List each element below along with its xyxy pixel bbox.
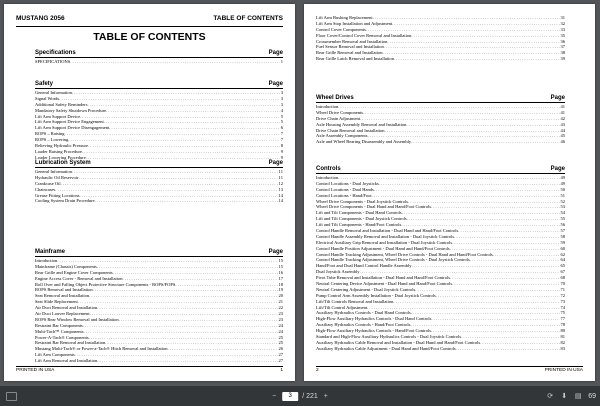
sidebar-toggle-icon[interactable] [6,392,17,401]
toc-leader-dots [70,59,279,65]
toc-entry-text: Control Handle Tracking Adjustment, Wheel Drive Controls - Dual Hand and Hand/Foot Controls [316,251,493,257]
toc-page-column-label: Page [268,160,283,166]
toc-section-title: Lubrication System [35,160,91,166]
toc-section-header [316,165,565,174]
toc-entry-page: 25 [278,340,283,346]
toc-entry-text: Auxiliary Hydraulics Controls - Dual Hand Controls [316,310,411,316]
toc-entry-page: 7 [280,137,283,143]
toc-entry-page: 19 [278,287,283,293]
toc-entry-page: 57 [560,228,565,234]
toc-entry-page: 7 [280,131,283,137]
toc-entry-page: 8 [280,143,283,149]
toc-entry-page: 53 [560,204,565,210]
pdf-page-left [4,4,295,381]
toc-entry-page: 24 [278,328,283,334]
toc-entry[interactable] [35,358,283,364]
toc-entry-page: 4 [280,107,283,113]
toc-section-title: Wheel Drives [316,95,354,101]
toc-entry-page: 26 [278,346,283,352]
toc-section-header [35,248,283,257]
page-number-input[interactable]: 3 [282,392,298,401]
toc-entry-page: 62 [560,251,565,257]
toc-entry-text: Lift/Tilt Control Adjustment [316,304,368,310]
toc-entry-page: 20 [278,293,283,299]
toc-entry-page: 23 [278,316,283,322]
toc-entry-text: Signal Words [35,95,60,101]
toc-entry-text: Pivot Tube Removal and Installation - Dual Hand and Hand/Foot Controls [316,275,450,281]
toc-entry-page: 75 [560,310,565,316]
toc-entry-text: High-Flow Auxiliary Hydraulics Controls - Hand/Foot Controls [316,328,431,334]
toc-entry-page: 32 [560,20,565,26]
toc-entry-page: 60 [560,245,565,251]
toc-entry-page: 13 [278,186,283,192]
toc-entry-page: 70 [560,281,565,287]
toc-entry-text: Air Duct Removal and Installation [35,305,98,311]
toc-entry-page: 52 [560,198,565,204]
toc-continued [316,14,565,62]
toc-page-column-label: Page [550,166,565,172]
toc-entry-text: ROPS – Raising [35,131,65,137]
toc-page-column-label: Page [550,95,565,101]
toc-entry-text: Auxiliary Hydraulics Controls - Hand/Foot Controls [316,322,411,328]
toc-entry-page: 43 [560,121,565,127]
toc-entry-text: Control Locations - Hand/Foot [316,192,372,198]
toc-entry-page: 3 [280,95,283,101]
page-footer [16,366,283,375]
toc-entry-text: High-Flow Auxiliary Hydraulics Controls - Dual Hand Controls [316,316,432,322]
toc-entry-page: 11 [278,174,283,180]
toc-entry-text: Loader Lowering Procedure [35,154,86,160]
toc-entry-page: 45 [560,133,565,139]
toc-entry-text: Lift Arm Support Device [35,113,81,119]
toc-entry-text: ROPS Removal and Installation [35,287,93,293]
toc-entry-page: 80 [560,328,565,334]
toc-entry-text: Engine Access Cover - Removal and Installation [35,275,123,281]
toc-entry-text: Lift Arm Support Device Disengagement [35,125,110,131]
toc-entry-text: Control Handle Assembly Removal and Installation - Dual Joystick Controls [316,233,455,239]
toc-entry-page: 33 [560,26,565,32]
toc-entry-page: 35 [560,32,565,38]
zoom-in-icon[interactable]: + [323,392,328,400]
page-header [16,14,283,27]
toc-entry-text: ROPS Rear Window Removal and Installation [35,316,119,322]
toc-entry-text: General Information [35,90,72,95]
toc-entry-text: Power-A-Tach® Components [35,334,89,340]
toc-entry-page: 9 [280,154,283,160]
toc-entry-page: 64 [560,257,565,263]
toc-entry-text: Neutral Centering Adjustment - Dual Joystick Controls [316,286,416,292]
toc-page-column-label: Page [268,81,283,87]
toc-entry-page: 15 [278,258,283,263]
toc-entry-page: 68 [560,275,565,281]
toc-entry-text: Lift Arm Components [35,352,75,358]
toc-entry-page: 54 [560,210,565,216]
toc-entry-page: 11 [278,169,283,174]
toc-entry-text: Fuel Sensor Removal and Installation [316,44,384,50]
toc-entry-page: 71 [560,286,565,292]
toc-entry-page: 77 [560,316,565,322]
toc-leader-dots [394,56,560,62]
toc-entry-page: 18 [278,281,283,287]
toc-entry-text: Grease Fitting Locations [35,192,80,198]
toc-leader-dots [97,358,277,364]
toc-entry-text: Lift Arm Stop Installation and Adjustment [316,20,393,26]
toc-entry-text: Rear Grille Removal and Installation [316,50,383,56]
toc-entry-text: Multi-Tach™ Components [35,328,84,334]
toc-entry-text: Lift and Tilt Components - Dual Joystick Controls [316,216,407,222]
toc-entry-page: 55 [560,216,565,222]
toc-entry-page: 59 [560,239,565,245]
toc-entry-page: 15 [278,263,283,269]
toc-entry-page: 3 [280,101,283,107]
toc-entry-text: Hand/Foot and Dual Hand Control Handle Assembly [316,263,412,269]
toc-page-column-label: Page [268,50,283,56]
toc-section-title: Specifications [35,50,76,56]
toc-entry-page: 14 [278,192,283,198]
toc-entry-page: 65 [560,263,565,269]
toc-entry[interactable] [316,56,565,62]
toc-entry-text: Neutral Centering Device Adjustment - Dual Hand and Hand/Foot Controls [316,281,453,287]
toc-entry-text: Lift and Tilt Components - Hand/Foot Controls [316,222,402,228]
toc-entry-page: 5 [280,113,283,119]
zoom-level[interactable]: 69 [588,392,596,400]
toc-entry-page: 42 [560,115,565,121]
toc-entry-text: Restraint Bar Removal and Installation [35,340,106,346]
toc-entry-page: 81 [560,334,565,340]
header-title: TABLE OF CONTENTS [213,15,283,22]
toc-entry-page: 67 [560,269,565,275]
toc-entry-page: 50 [560,186,565,192]
toc-entry[interactable] [316,139,565,145]
toc-entry-page: 3 [280,90,283,95]
toc-leader-dots [411,139,559,145]
toc-section-title: Safety [35,81,54,87]
toc-entry-page: 41 [560,109,565,115]
footer-left: PRINTED IN USA [16,368,55,373]
toc-entry-page: 44 [560,127,565,133]
toc-entry-page: 37 [560,44,565,50]
toc-leader-dots [95,198,278,204]
toc-entry-page: 24 [278,322,283,328]
toc-section-title: Controls [316,166,341,172]
toc-entry-text: Mandatory Safety Shutdown Procedure [35,107,107,113]
toc-entry-text: Axle and Wheel Bearing Disassembly and Assembly [316,139,412,145]
toc-page-column-label: Page [268,249,283,255]
toc-entry-text: Lift Arm Removal and Installation [35,358,98,364]
toc-entry-text: Axle Assembly Components [316,133,368,139]
toc-section [35,80,283,161]
toc-entry-text: Pump Control Arm Assembly Installation - Dual Joystick Controls [316,292,436,298]
toc-entry-page: 46 [560,139,565,145]
toc-entry-page: 5 [280,119,283,125]
footer-left: 2 [316,368,319,373]
toc-entry-text: Seat Slide Replacement [35,299,78,305]
toc-entry-text: Lift/Tilt Controls Removal and Installation [316,298,394,304]
toc-entry-text: Roll Over and Falling Object Protective Structure Components - ROPS/FOPS [35,281,176,287]
toc-entry-text: Cooling System Drain Procedure [35,198,95,204]
toc-entry-text: Control Cover Components [316,26,366,32]
toc-entry-text: Electrical Auxiliary Grip Removal and Installation - Dual Joystick Controls [316,239,453,245]
pdf-viewer-toolbar [0,386,600,406]
toc-entry-text: Drive Chain Adjustment [316,115,360,121]
toc-entry-page: 78 [560,322,565,328]
toc-entry-text: Drive Chain Removal and Installation [316,127,385,133]
toc-entry-text: Control Locations - Dual Joysticks [316,180,379,186]
toc-entry-page: 72 [560,292,565,298]
toc-entry-text: Wheel Drive Components - Dual Joystick Controls [316,198,408,204]
toc-section-header [35,80,283,89]
toc-entry-page: 73 [560,298,565,304]
toc-entry-page: 14 [278,198,283,204]
toc-entry-text: Rear Grille Latch Removal and Installation [316,56,394,62]
toc-entry-page: 58 [560,233,565,239]
toc-entry-page: 27 [278,358,283,364]
toc-entry-text: Introduction [316,175,339,180]
toc-entry-text: Axle Housing Assembly Removal and Installation [316,121,407,127]
toc-entry-text: Loader Raising Procedure [35,148,82,154]
toc-entry-text: Auxiliary Hydraulics Cable Removal and Installation - Dual Hand and Hand/Foot Controls [316,339,481,345]
zoom-out-icon[interactable]: − [272,392,277,400]
print-icon[interactable]: ▤ [574,393,582,400]
toc-section-title: Mainframe [35,249,66,255]
header-model: MUSTANG 2056 [16,15,65,22]
download-icon[interactable]: ⬇ [561,393,568,400]
toc-section [35,49,283,65]
toc-entry-page: 31 [560,15,565,20]
pdf-page-right [304,4,595,381]
toc-entry-text: General Information [35,169,72,174]
toc-title: TABLE OF CONTENTS [93,31,206,43]
toc-entry-page: 56 [560,222,565,228]
toc-entry-text: Hydraulic Oil Reservoir [35,174,79,180]
footer-right: 1 [280,368,283,373]
toc-entry-page: 23 [278,311,283,317]
toc-entry-text: Mainframe (Chassis) Components [35,263,97,269]
toc-section-header [316,94,565,103]
toc-entry-page: 49 [560,180,565,186]
toc-entry-text: Air Duct Louver Replacement [35,311,90,317]
toc-entry-text: Dual Joystick Assembly [316,269,360,275]
toc-entry-text: Wheel Drive Components [316,109,363,115]
toc-entry-page: 74 [560,304,565,310]
toc-entry[interactable] [35,198,283,204]
toc-entry-page: 17 [278,275,283,281]
toc-entry-text: Crossmember Removal and Installation [316,38,388,44]
toc-entry-text: Control Handle Tracking Adjustment, Wheel Drive Controls - Dual Joystick Controls [316,257,470,263]
page-total: / 221 [302,392,318,400]
toc-entry-page: 49 [560,175,565,180]
toc-entry-page: 27 [278,352,283,358]
toc-entry-text: Introduction [35,258,58,263]
toc-entry-text: Rear Grille and Engine Cover Components [35,269,113,275]
toc-entry-text: Seat Removal and Installation [35,293,90,299]
toc-entry-page: 9 [280,148,283,154]
toc-entry-page: 51 [560,192,565,198]
toc-entry-text: Introduction [316,104,339,109]
toc-section [35,248,283,364]
toc-entry-page: 1 [280,59,283,64]
toc-section [316,94,565,145]
toc-section-header [35,49,283,58]
toc-entry-text: Auxiliary Hydraulics Cable Adjustment - Dual Hand and Hand/Foot Controls [316,345,456,351]
toc-section-header [35,159,283,168]
footer-right: PRINTED IN USA [544,368,583,373]
toc-entry[interactable] [35,59,283,65]
toc-entry-text: SPECIFICATIONS [35,59,71,64]
toc-entry-text: Control Handle Position Adjustment - Dual Hand and Hand/Foot Controls [316,245,450,251]
toc-entry-page: 25 [278,334,283,340]
toc-entry-text: Lift and Tilt Components - Dual Hand Controls [316,210,402,216]
rotate-icon[interactable]: ⟳ [547,393,554,400]
toc-entry-text: Mustang Multi-Tach® or Power-a-Tach® Hitch Removal and Installation [35,346,168,352]
toc-entry-text: Floor Cover/Control Cover Removal and Installation [316,32,412,38]
toc-entry-page: 41 [560,104,565,109]
toc-entry-page: 82 [560,339,565,345]
toc-entry-page: 83 [560,345,565,351]
toc-entry-page: 12 [278,180,283,186]
toc-section [316,165,565,352]
toc-entry-page: 6 [280,125,283,131]
toc-entry-text: Control Handle Removal and Installation - Dual Hand and Hand/Foot Controls [316,228,459,234]
toc-entry-text: Relieving Hydraulic Pressure [35,143,88,149]
toc-entry-page: 38 [560,50,565,56]
toc-entry-text: Restraint Bar Components [35,322,83,328]
toc-entry-text: Lift Arm Bushing Replacement [316,15,373,20]
toc-entry-text: Chaincases [35,186,56,192]
toc-entry-page: 16 [278,269,283,275]
toc-entry-text: Lift Arm Support Device Engagement [35,119,104,125]
toc-entry-text: Control Locations - Dual Hands [316,186,374,192]
toc-entry-page: 36 [560,38,565,44]
page-footer [316,366,583,375]
toc-entry-text: Wheel Drive Components - Dual Hand and Hand/Foot Controls [316,204,431,210]
toc-section [35,159,283,204]
toc-entry-page: 21 [278,299,283,305]
toc-entry[interactable] [316,346,565,352]
toc-entry-text: ROPS – Lowering [35,137,69,143]
toc-entry-text: Crankcase Oil [35,180,61,186]
toc-entry-text: Standard and High-Flow Auxiliary Hydraulics Controls - Dual Joystick Controls [316,334,462,340]
toc-leader-dots [456,346,560,352]
toc-entry-page: 22 [278,305,283,311]
toc-entry-text: Additional Safety Reminders [35,101,88,107]
toc-entry-page: 39 [560,56,565,62]
